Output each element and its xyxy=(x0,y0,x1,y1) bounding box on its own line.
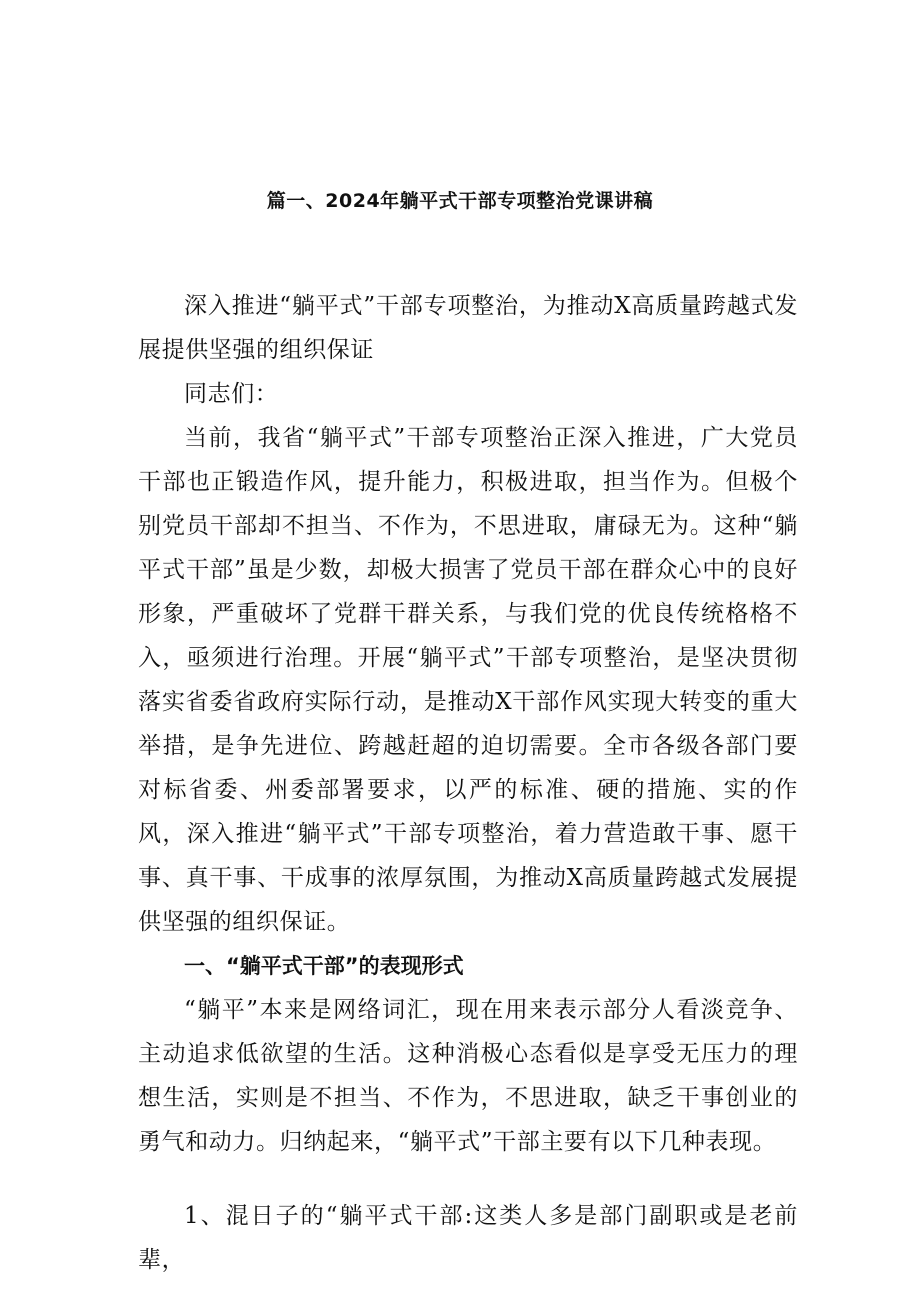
paragraph-gap xyxy=(138,1164,798,1194)
list-item-paragraph: 1、混日子的“躺平式干部:这类人多是部门副职或是老前辈， xyxy=(138,1203,798,1273)
section-paragraph: “躺平”本来是网络词汇，现在用来表示部分人看淡竞争、主动追求低欲望的生活。这种消极心态看似是享受无压力的理想生活，实则是不担当、不作为，不思进取，缺乏干事创业的勇气和动力。归纳起来，“躺平式”干部主要有以下几种表现。 xyxy=(138,997,798,1155)
subtitle-paragraph: 深入推进“躺平式”干部专项整治，为推动X高质量跨越式发展提供坚强的组织保证 xyxy=(138,293,798,363)
greeting-paragraph: 同志们： xyxy=(184,381,279,407)
document-body xyxy=(138,284,798,1282)
section-heading: 一、“躺平式干部”的表现形式 xyxy=(184,954,464,978)
document-title: 篇一、2024年躺平式干部专项整治党课讲稿 xyxy=(266,190,654,212)
intro-paragraph: 当前，我省“躺平式”干部专项整治正深入推进，广大党员干部也正锻造作风，提升能力，积极进取，担当作为。但极个别党员干部却不担当、不作为，不思进取，庸碌无为。这种“躺平式干部”虽是少数，却极大损害了党员干部在群众心中的良好形象，严重破坏了党群干群关系，与我们党的优良传统格格不入，亟须进行治理。开展“躺平式”干部专项整治，是坚决贯彻落实省委省政府实际行动，是推动X干部作风实现大转变的重大举措，是争先进位、跨越赶超的迫切需要。全市各级各部门要对标省委、州委部署要求，以严的标准、硬的措施、实的作风，深入推进“躺平式”干部专项整治，着力营造敢干事、愿干事、真干事、干成事的浓厚氛围，为推动X高质量跨越式发展提供坚强的组织保证。 xyxy=(138,425,798,935)
